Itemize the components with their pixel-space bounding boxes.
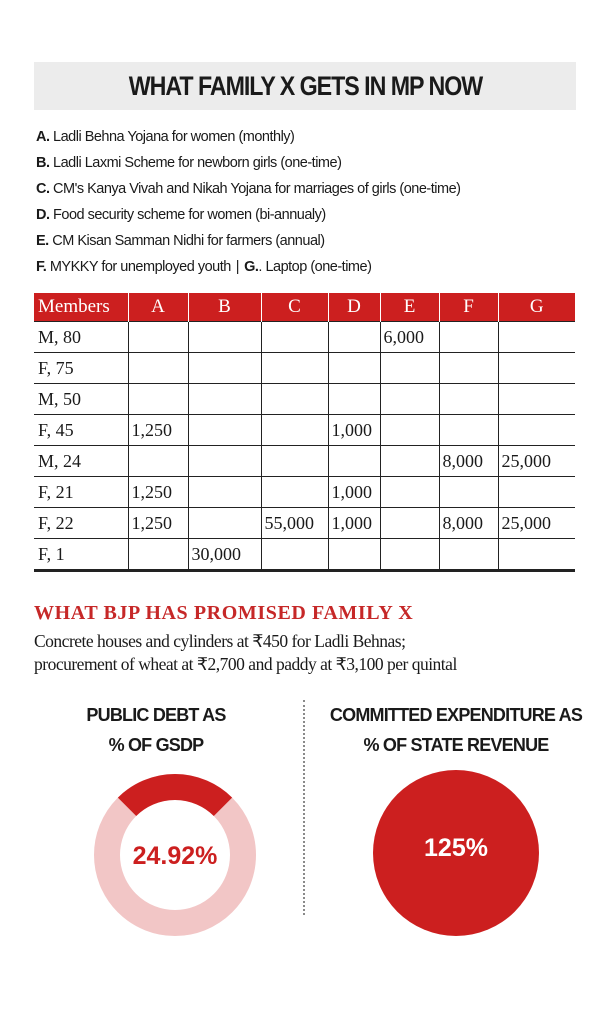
value-cell [498, 384, 575, 415]
value-cell [439, 415, 498, 446]
value-cell [380, 508, 439, 539]
value-cell [380, 446, 439, 477]
legend-item-f-g [36, 254, 586, 280]
legend-text: Food security scheme for women (bi-annualy) [53, 207, 326, 223]
value-cell [188, 508, 261, 539]
column-header: D [328, 293, 380, 322]
legend-item-e [36, 228, 586, 254]
legend-key: G. [244, 259, 259, 275]
value-cell [439, 322, 498, 353]
table-row [34, 322, 575, 353]
value-cell [188, 477, 261, 508]
table-row [34, 477, 575, 508]
table-row [34, 415, 575, 446]
column-header: E [380, 293, 439, 322]
scheme-legend [36, 124, 586, 280]
value-cell [188, 384, 261, 415]
value-cell [380, 477, 439, 508]
legend-text: CM Kisan Samman Nidhi for farmers (annual) [52, 233, 325, 249]
legend-text: Ladli Laxmi Scheme for newborn girls (one-time) [53, 155, 342, 171]
legend-item-c [36, 176, 586, 202]
value-cell: 8,000 [439, 508, 498, 539]
value-cell [439, 539, 498, 571]
column-header: G [498, 293, 575, 322]
value-cell: 25,000 [498, 446, 575, 477]
value-cell [261, 322, 328, 353]
value-cell [261, 446, 328, 477]
value-cell [261, 384, 328, 415]
value-cell [328, 446, 380, 477]
expenditure-title-line: COMMITTED EXPENDITURE AS [329, 705, 583, 725]
member-cell: F, 22 [34, 508, 128, 539]
promise-text [34, 630, 594, 676]
value-cell [498, 415, 575, 446]
value-cell [328, 539, 380, 571]
value-cell [498, 322, 575, 353]
value-cell: 55,000 [261, 508, 328, 539]
table-row [34, 384, 575, 415]
expenditure-circle [373, 770, 539, 936]
value-cell: 1,000 [328, 508, 380, 539]
value-cell: 30,000 [188, 539, 261, 571]
value-cell [439, 384, 498, 415]
benefits-table [34, 293, 575, 572]
value-cell [380, 539, 439, 571]
value-cell [128, 322, 188, 353]
table-row [34, 508, 575, 539]
debt-title-line: % OF GSDP [108, 735, 204, 755]
legend-item-a [36, 124, 586, 150]
legend-key: E. [36, 233, 49, 249]
member-cell: F, 1 [34, 539, 128, 571]
member-cell: F, 45 [34, 415, 128, 446]
value-cell [328, 384, 380, 415]
legend-text: CM's Kanya Vivah and Nikah Yojana for marriages of girls (one-time) [53, 181, 461, 197]
table-body [34, 322, 575, 571]
legend-text: Ladli Behna Yojana for women (monthly) [53, 129, 295, 145]
value-cell [188, 415, 261, 446]
value-cell [188, 353, 261, 384]
value-cell [128, 384, 188, 415]
value-cell: 1,250 [128, 415, 188, 446]
legend-key: C. [36, 181, 50, 197]
legend-text: MYKKY for unemployed youth [49, 259, 231, 275]
legend-key: B. [36, 155, 50, 171]
legend-key: D. [36, 207, 50, 223]
table-row [34, 539, 575, 571]
legend-text: . Laptop (one-time) [258, 259, 372, 275]
divider [303, 700, 305, 915]
value-cell [498, 539, 575, 571]
legend-item-b [36, 150, 586, 176]
legend-key: A. [36, 129, 50, 145]
value-cell [261, 353, 328, 384]
value-cell [128, 353, 188, 384]
value-cell: 1,250 [128, 508, 188, 539]
column-header: C [261, 293, 328, 322]
expenditure-value: 125% [424, 834, 488, 862]
donut-value-label: 24.92% [132, 842, 218, 870]
table-header-row [34, 293, 575, 322]
expenditure-title-line: % OF STATE REVENUE [363, 735, 549, 755]
value-cell [261, 539, 328, 571]
value-cell: 1,000 [328, 477, 380, 508]
legend-item-d [36, 202, 586, 228]
value-cell [261, 415, 328, 446]
value-cell: 1,000 [328, 415, 380, 446]
member-cell: F, 21 [34, 477, 128, 508]
member-cell: M, 24 [34, 446, 128, 477]
table-row [34, 353, 575, 384]
debt-donut-chart [92, 772, 258, 938]
value-cell [498, 477, 575, 508]
value-cell [439, 353, 498, 384]
value-cell [380, 415, 439, 446]
value-cell: 6,000 [380, 322, 439, 353]
value-cell [439, 477, 498, 508]
value-cell: 1,250 [128, 477, 188, 508]
value-cell [188, 446, 261, 477]
promise-heading: WHAT BJP HAS PROMISED FAMILY X [34, 602, 414, 624]
value-cell: 25,000 [498, 508, 575, 539]
debt-title-line: PUBLIC DEBT AS [86, 705, 226, 725]
promise-line: Concrete houses and cylinders at ₹450 for Ladli Behnas; [34, 631, 406, 651]
value-cell: 8,000 [439, 446, 498, 477]
member-cell: F, 75 [34, 353, 128, 384]
table-row [34, 446, 575, 477]
debt-title [56, 700, 256, 760]
legend-separator: | [235, 259, 240, 275]
value-cell [188, 322, 261, 353]
title-banner [34, 62, 576, 110]
page-title: WHAT FAMILY X GETS IN MP NOW [128, 70, 482, 101]
member-cell: M, 50 [34, 384, 128, 415]
column-header: Members [34, 293, 128, 322]
legend-key: F. [36, 259, 47, 275]
value-cell [128, 539, 188, 571]
value-cell [498, 353, 575, 384]
member-cell: M, 80 [34, 322, 128, 353]
value-cell [380, 353, 439, 384]
value-cell [328, 322, 380, 353]
value-cell [380, 384, 439, 415]
column-header: B [188, 293, 261, 322]
value-cell [261, 477, 328, 508]
value-cell [328, 353, 380, 384]
value-cell [128, 446, 188, 477]
promise-line: procurement of wheat at ₹2,700 and paddy at ₹3,100 per quintal [34, 654, 457, 674]
expenditure-title [318, 700, 594, 760]
column-header: F [439, 293, 498, 322]
column-header: A [128, 293, 188, 322]
